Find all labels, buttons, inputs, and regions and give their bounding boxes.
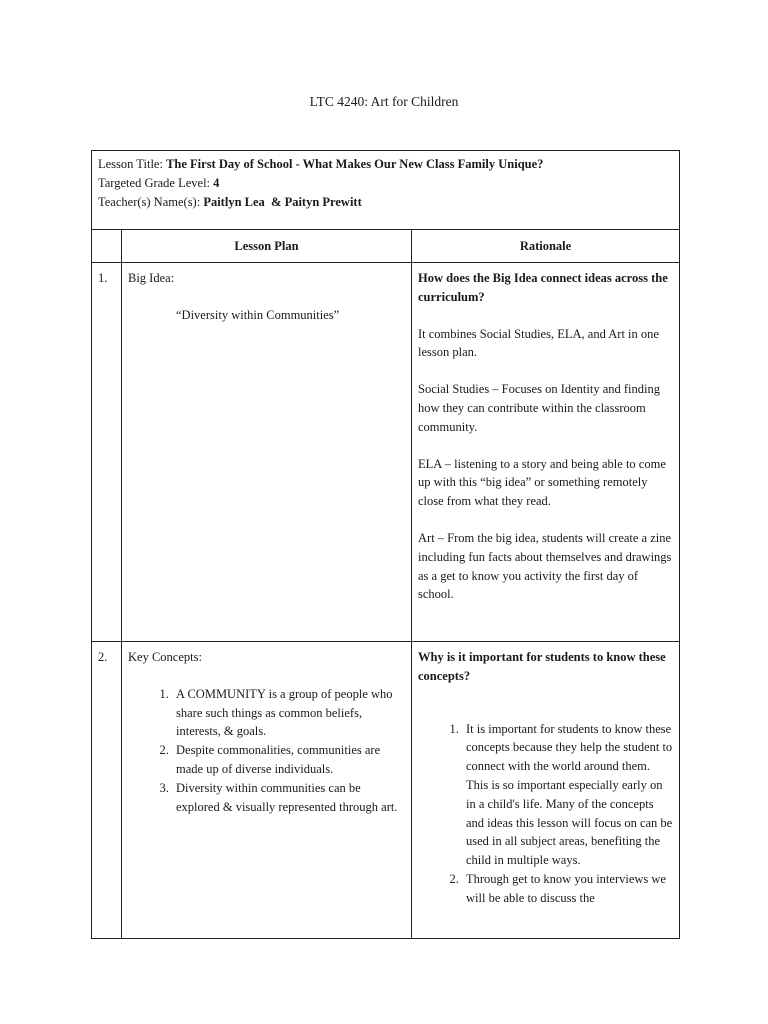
lesson-header-cell	[92, 151, 680, 230]
list-item: 1. A COMMUNITY is a group of people who share such things as common beliefs, interests, & goals.	[172, 685, 405, 741]
rationale-question: Why is it important for students to know these concepts?	[418, 650, 666, 683]
lesson-plan-column-header: Lesson Plan	[122, 230, 412, 263]
rationale-column-header: Rationale	[412, 230, 680, 263]
rationale-question: How does the Big Idea connect ideas across the curriculum?	[418, 271, 668, 304]
grade-level-label: Targeted Grade Level:	[98, 176, 211, 190]
lesson-plan-cell	[122, 642, 412, 939]
list-item: 2. Through get to know you interviews we will be able to discuss the	[462, 870, 673, 908]
lesson-plan-table	[91, 150, 680, 939]
big-idea-quote: “Diversity within Communities”	[176, 307, 340, 322]
rationale-paragraph: ELA – listening to a story and being able to come up with this “big idea” or something remotely close from what they read.	[418, 456, 666, 509]
lesson-title-label: Lesson Title:	[98, 157, 163, 171]
rationale-paragraph: Art – From the big idea, students will create a zine including fun facts about themselves and drawings as a get to know you activity the first day of school.	[418, 530, 672, 602]
key-concepts-list	[128, 685, 405, 817]
rationale-paragraph: It combines Social Studies, ELA, and Art in one lesson plan.	[418, 326, 659, 360]
big-idea-label: Big Idea:	[128, 271, 175, 285]
lesson-plan-cell	[122, 263, 412, 642]
teachers-label: Teacher(s) Name(s):	[98, 195, 201, 209]
rationale-list	[418, 720, 673, 908]
key-concepts-label: Key Concepts:	[128, 650, 202, 664]
teachers-names: Paitlyn Lea & Paityn Prewitt	[203, 195, 362, 209]
number-column-header	[92, 230, 122, 263]
grade-level: 4	[213, 176, 220, 190]
rationale-cell	[412, 642, 680, 939]
rationale-paragraph: Social Studies – Focuses on Identity and finding how they can contribute within the classroom community.	[418, 382, 660, 434]
table-row	[92, 263, 680, 642]
row-number: 1.	[92, 263, 122, 642]
lesson-title-line	[98, 155, 673, 174]
list-item: 3. Diversity within communities can be explored & visually represented through art.	[172, 779, 405, 817]
row-number: 2.	[92, 642, 122, 939]
teachers-line	[98, 193, 673, 212]
list-item: 1. It is important for students to know these concepts because they help the student to connect with the world around them. This is so important especially early on in a child's life. Many of the concepts and ideas this lesson will focus on can be used in all subject areas, benefiting the child in multiple ways.	[462, 720, 673, 870]
list-item: 2. Despite commonalities, communities are made up of diverse individuals.	[172, 741, 405, 779]
grade-level-line	[98, 174, 673, 193]
lesson-title: The First Day of School - What Makes Our New Class Family Unique?	[166, 157, 544, 171]
table-row	[92, 642, 680, 939]
document-title: LTC 4240: Art for Children	[309, 94, 459, 109]
rationale-cell	[412, 263, 680, 642]
